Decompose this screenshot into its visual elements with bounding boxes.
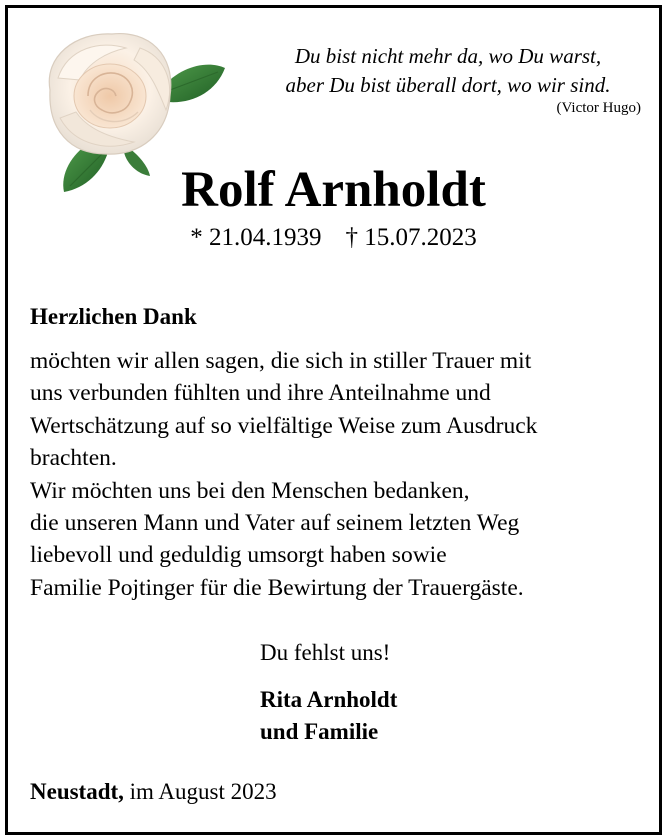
signer-name: Rita Arnholdt <box>260 687 398 712</box>
place-city: Neustadt, <box>30 779 124 804</box>
thanks-message <box>30 345 650 604</box>
thanks-heading: Herzlichen Dank <box>30 304 197 329</box>
message-line: brachten. <box>30 445 117 472</box>
place-and-date <box>30 777 277 807</box>
message-line: Wertschätzung auf so vielfältige Weise zum Ausdruck <box>30 412 538 439</box>
message-line: Familie Pojtinger für die Bewirtung der Trauergäste. <box>30 574 524 601</box>
quote-line: Du bist nicht mehr da, wo Du warst, <box>294 44 602 68</box>
death-date: † 15.07.2023 <box>345 224 477 251</box>
deceased-name: Rolf Arnholdt <box>181 162 486 218</box>
birth-date: * 21.04.1939 <box>190 224 322 251</box>
message-line: Wir möchten uns bei den Menschen bedanken, <box>30 477 470 504</box>
signers <box>260 684 397 748</box>
closing-line: Du fehlst uns! <box>260 640 391 665</box>
signer-family: und Familie <box>260 719 379 744</box>
life-dates <box>8 222 659 254</box>
quote-line: aber Du bist überall dort, wo wir sind. <box>285 73 611 97</box>
message-line: liebevoll und geduldig umsorgt haben sowie <box>30 542 447 569</box>
message-line: die unseren Mann und Vater auf seinem letzten Weg <box>30 510 520 537</box>
place-date: im August 2023 <box>129 779 277 804</box>
obituary-card <box>5 5 662 835</box>
message-line: möchten wir allen sagen, die sich in stiller Trauer mit <box>30 348 532 374</box>
quote-author: (Victor Hugo) <box>556 100 641 116</box>
message-line: uns verbunden fühlten und ihre Anteilnahme und <box>30 380 491 407</box>
quote <box>258 42 638 100</box>
